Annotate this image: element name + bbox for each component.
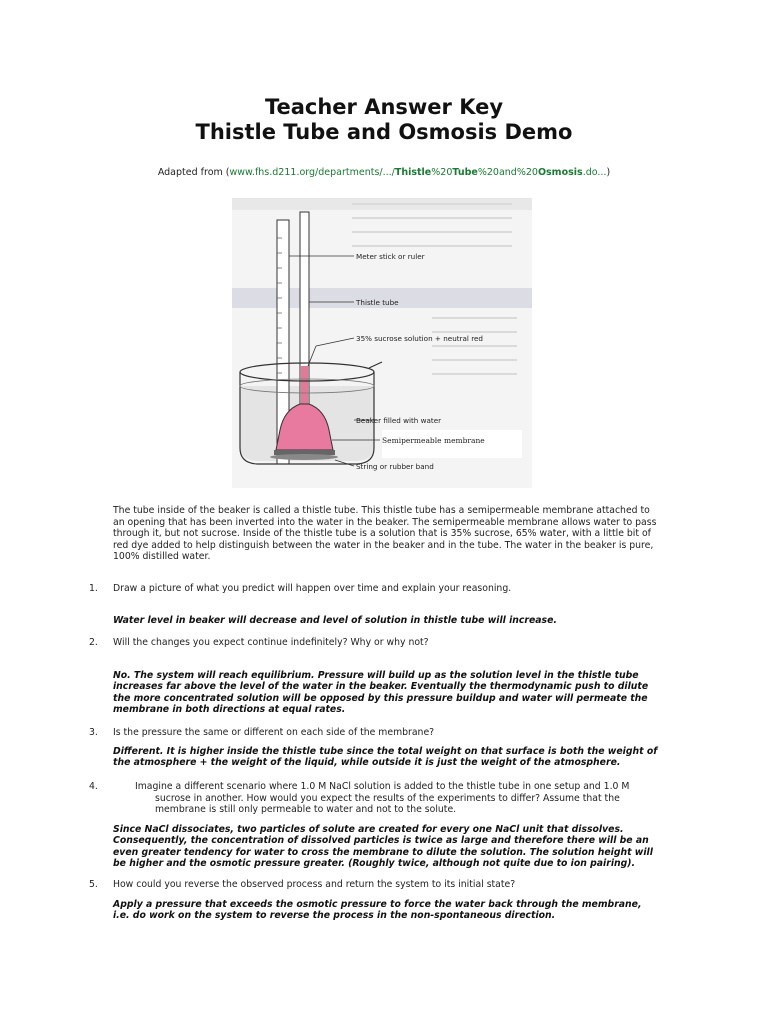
thistle-tube-figure bbox=[232, 198, 532, 488]
question-4-number: 4. bbox=[89, 781, 98, 792]
intro-paragraph: The tube inside of the beaker is called a thistle tube. This thistle tube has a semipermeable membrane attached to an opening that has been inverted into the water in the beaker. The semipermeable membrane allows water to pass through it, but not sucrose. Inside of the thistle tube is a solution that is 35% sucrose, 65% water, with a little bit of red dye added to help distinguish between the water in the beaker and in the tube. The water in the beaker is pure, 100% distilled water. bbox=[113, 505, 657, 563]
source-url-plain: www.fhs.d211.org/departments/.../ bbox=[229, 167, 395, 178]
question-1-text: Draw a picture of what you predict will happen over time and explain your reasoning. bbox=[113, 583, 512, 594]
source-line bbox=[0, 167, 768, 178]
answer-4: Since NaCl dissociates, two particles of solute are created for every one NaCl unit that dissolves. Consequently, the concentration of dissolved particles is twice as large and therefore there will be an even greater tendency for water to cross the membrane to dilute the solution. The solution height will be higher and the osmotic pressure greater. (Roughly twice, although not quite due to ion pairing). bbox=[113, 824, 653, 870]
question-5-text: How could you reverse the observed process and return the system to its initial state? bbox=[113, 879, 516, 890]
answer-2: No. The system will reach equilibrium. Pressure will build up as the solution level in the thistle tube increases far above the level of the water in the beaker. Eventually the thermodynamic push to dilute the more concentrated solution will be opposed by this pressure buildup and water will permeate the membrane in both directions at equal rates. bbox=[113, 670, 649, 716]
source-prefix: Adapted from ( bbox=[157, 167, 230, 178]
source-url-suffix: .do... bbox=[582, 167, 607, 178]
source-url-mid2: %20and%20 bbox=[477, 167, 538, 178]
question-2-number: 2. bbox=[89, 637, 98, 648]
label-meter-stick: Meter stick or ruler bbox=[356, 252, 425, 261]
answer-3: Different. It is higher inside the thistle tube since the total weight on that surface is both the weight of the atmosphere + the weight of the liquid, while outside it is just the weight of the atmosphere. bbox=[113, 746, 658, 769]
source-url-mid1: %20 bbox=[431, 167, 453, 178]
source-kw-thistle: Thistle bbox=[394, 167, 432, 178]
answer-1: Water level in beaker will decrease and level of solution in thistle tube will increase. bbox=[113, 615, 557, 626]
page-subtitle: Thistle Tube and Osmosis Demo bbox=[195, 120, 573, 144]
page-title: Teacher Answer Key bbox=[264, 95, 504, 119]
source-close: ) bbox=[606, 167, 611, 178]
source-kw-osmosis: Osmosis bbox=[537, 167, 583, 178]
question-3-number: 3. bbox=[89, 727, 98, 738]
label-membrane: Semipermeable membrane bbox=[382, 436, 485, 445]
question-2-text: Will the changes you expect continue indefinitely? Why or why not? bbox=[113, 637, 429, 648]
label-string: String or rubber band bbox=[356, 462, 434, 471]
source-kw-tube: Tube bbox=[452, 167, 478, 178]
answer-5: Apply a pressure that exceeds the osmotic pressure to force the water back through the membrane, i.e. do work on the system to reverse the process in the non-spontaneous direction. bbox=[113, 899, 642, 922]
label-thistle-tube: Thistle tube bbox=[356, 298, 399, 307]
question-1-number: 1. bbox=[89, 583, 98, 594]
source-link[interactable] bbox=[229, 167, 606, 178]
label-sucrose: 35% sucrose solution + neutral red bbox=[356, 334, 483, 343]
label-beaker: Beaker filled with water bbox=[356, 416, 442, 425]
question-5-number: 5. bbox=[89, 879, 98, 890]
question-4-text: Imagine a different scenario where 1.0 M NaCl solution is added to the thistle tube in one setup and 1.0 M sucrose in another. How would you expect the results of the experiments to differ? Assume that the membrane is still only permeable to water and not to the solute. bbox=[135, 781, 630, 816]
question-3-text: Is the pressure the same or different on each side of the membrane? bbox=[113, 727, 435, 738]
